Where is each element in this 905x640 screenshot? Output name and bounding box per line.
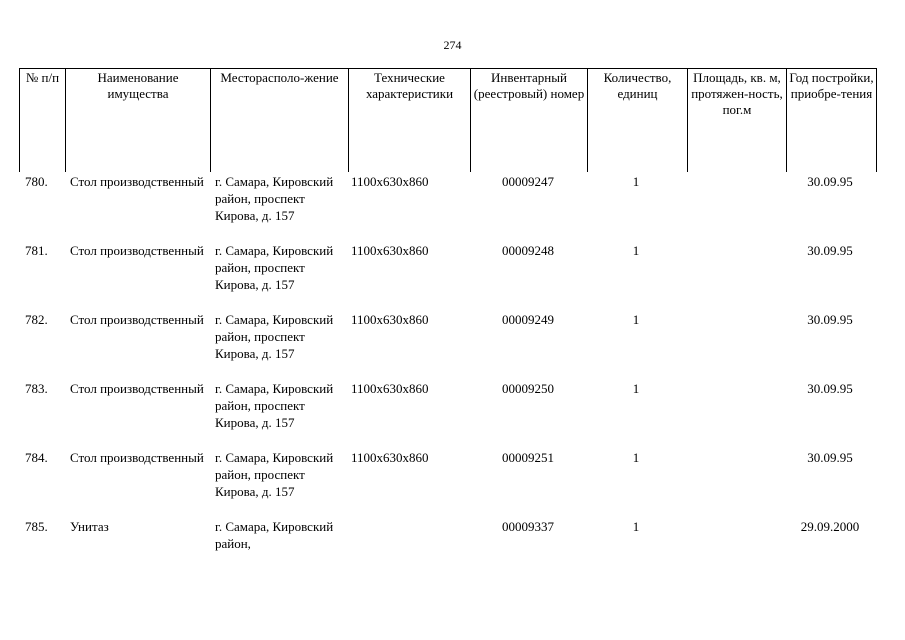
row-year: 30.09.95 xyxy=(807,450,853,465)
header-inventory: Инвентарный (реестровый) номер xyxy=(471,69,588,172)
row-inventory: 00009247 xyxy=(502,174,554,189)
row-location: г. Самара, Кировский район, проспект Кирова, д. 157 xyxy=(215,312,334,361)
row-name: Стол производственный xyxy=(70,312,204,327)
header-year: Год постройки, приобре-тения xyxy=(787,69,877,172)
row-tech: 1100x630x860 xyxy=(351,450,429,465)
row-year: 30.09.95 xyxy=(807,381,853,396)
row-number: 785. xyxy=(25,519,48,534)
row-quantity: 1 xyxy=(632,381,640,396)
row-name: Стол производственный xyxy=(70,243,204,258)
row-location: г. Самара, Кировский район, проспект Кирова, д. 157 xyxy=(215,174,334,223)
row-tech: 1100x630x860 xyxy=(351,243,429,258)
header-num: № п/п xyxy=(20,69,66,172)
row-inventory: 00009250 xyxy=(502,381,554,396)
row-inventory: 00009249 xyxy=(502,312,554,327)
row-location: г. Самара, Кировский район, проспект Кирова, д. 157 xyxy=(215,381,334,430)
header-name: Наименование имущества xyxy=(66,69,211,172)
row-year: 29.09.2000 xyxy=(800,519,860,534)
table-row xyxy=(19,173,876,242)
row-name: Стол производственный xyxy=(70,381,204,396)
row-quantity: 1 xyxy=(632,312,640,327)
row-location: г. Самара, Кировский район, проспект Кирова, д. 157 xyxy=(215,450,334,499)
row-quantity: 1 xyxy=(632,243,640,258)
row-name: Унитаз xyxy=(70,519,109,534)
row-number: 783. xyxy=(25,381,48,396)
row-inventory: 00009337 xyxy=(502,519,554,534)
row-tech: 1100x630x860 xyxy=(351,174,429,189)
row-quantity: 1 xyxy=(632,174,640,189)
row-location: г. Самара, Кировский район, xyxy=(215,519,334,551)
row-name: Стол производственный xyxy=(70,174,204,189)
page-number: 274 xyxy=(443,38,462,52)
row-number: 782. xyxy=(25,312,48,327)
row-quantity: 1 xyxy=(632,519,640,534)
table-body xyxy=(19,173,876,587)
row-inventory: 00009251 xyxy=(502,450,554,465)
header-location: Месторасполо-жение xyxy=(211,69,349,172)
header-tech: Технические характеристики xyxy=(349,69,471,172)
header-area: Площадь, кв. м, протяжен-ность, пог.м xyxy=(688,69,787,172)
row-inventory: 00009248 xyxy=(502,243,554,258)
row-year: 30.09.95 xyxy=(807,174,853,189)
table-row xyxy=(19,311,876,380)
table-row xyxy=(19,242,876,311)
row-location: г. Самара, Кировский район, проспект Кирова, д. 157 xyxy=(215,243,334,292)
row-name: Стол производственный xyxy=(70,450,204,465)
header-quantity: Количество, единиц xyxy=(588,69,688,172)
property-table-header xyxy=(19,68,877,172)
row-quantity: 1 xyxy=(632,450,640,465)
row-number: 780. xyxy=(25,174,48,189)
row-year: 30.09.95 xyxy=(807,312,853,327)
table-row xyxy=(19,380,876,449)
table-row xyxy=(19,449,876,518)
row-number: 781. xyxy=(25,243,48,258)
row-number: 784. xyxy=(25,450,48,465)
row-tech: 1100x630x860 xyxy=(351,381,429,396)
table-row xyxy=(19,518,876,587)
row-tech: 1100x630x860 xyxy=(351,312,429,327)
row-year: 30.09.95 xyxy=(807,243,853,258)
